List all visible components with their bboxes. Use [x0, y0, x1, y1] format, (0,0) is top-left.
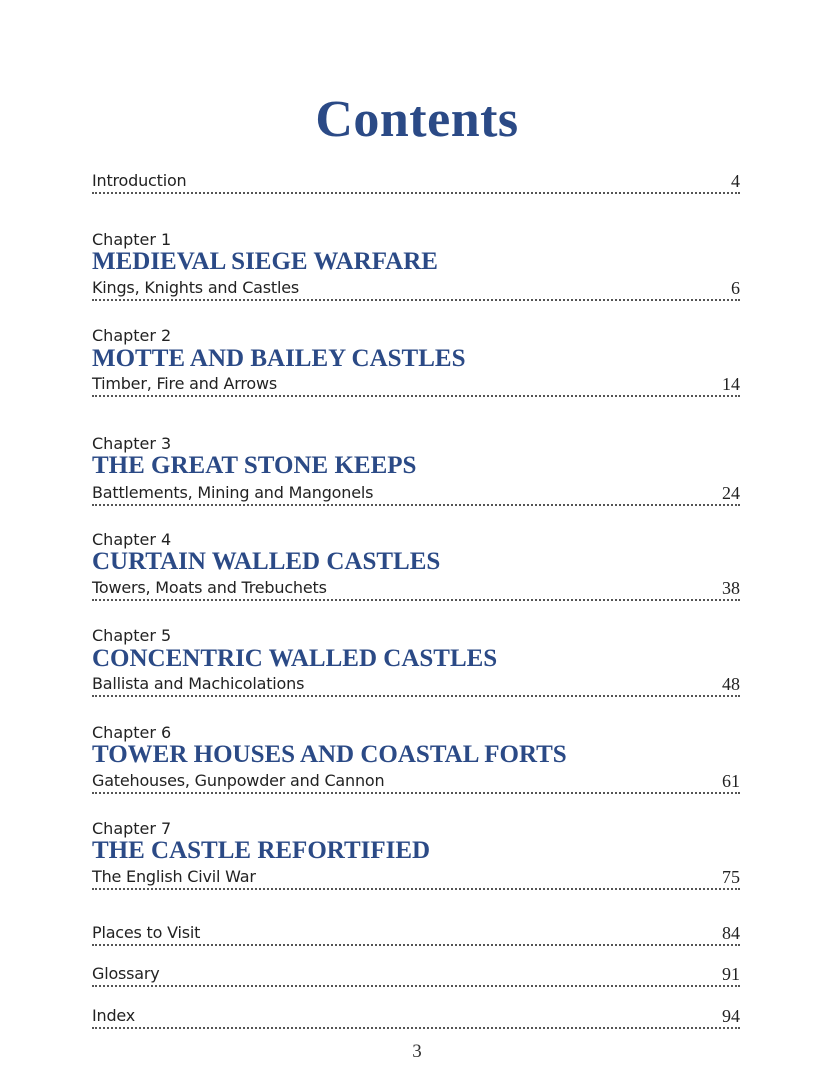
toc-entry-chapter-3[interactable]: [92, 484, 740, 506]
chapter-title[interactable]: THE GREAT STONE KEEPS: [92, 452, 417, 479]
chapter-subtitle: Battlements, Mining and Mangonels: [92, 483, 374, 502]
chapter-subtitle: Gatehouses, Gunpowder and Cannon: [92, 771, 385, 790]
chapter-subtitle: Ballista and Machicolations: [92, 674, 305, 693]
toc-entry-chapter-6[interactable]: [92, 772, 740, 794]
entry-page-number: 6: [731, 278, 740, 298]
entry-page-number: 24: [722, 483, 740, 503]
chapter-title[interactable]: MOTTE AND BAILEY CASTLES: [92, 345, 466, 372]
toc-entry-places-to-visit[interactable]: [92, 924, 740, 946]
toc-entry-glossary[interactable]: [92, 965, 740, 987]
chapter-number: Chapter 7: [92, 819, 172, 838]
toc-entry-chapter-5[interactable]: [92, 675, 740, 697]
toc-entry-introduction[interactable]: [92, 172, 740, 194]
entry-label: Glossary: [92, 964, 160, 983]
toc-entry-chapter-1[interactable]: [92, 279, 740, 301]
entry-page-number: 75: [722, 867, 740, 887]
chapter-number: Chapter 6: [92, 723, 172, 742]
chapter-number: Chapter 1: [92, 230, 172, 249]
chapter-subtitle: Towers, Moats and Trebuchets: [92, 578, 327, 597]
chapter-title[interactable]: THE CASTLE REFORTIFIED: [92, 837, 431, 864]
toc-entry-chapter-4[interactable]: [92, 579, 740, 601]
page-title: Contents: [315, 91, 519, 148]
page-number-footer: 3: [412, 1041, 422, 1062]
chapter-subtitle: Kings, Knights and Castles: [92, 278, 300, 297]
entry-page-number: 84: [722, 923, 740, 943]
chapter-title[interactable]: CONCENTRIC WALLED CASTLES: [92, 645, 498, 672]
chapter-number: Chapter 4: [92, 530, 172, 549]
chapter-number: Chapter 5: [92, 626, 172, 645]
entry-page-number: 91: [722, 964, 740, 984]
entry-page-number: 38: [722, 578, 740, 598]
entry-label: Places to Visit: [92, 923, 201, 942]
toc-entry-chapter-7[interactable]: [92, 868, 740, 890]
toc-entry-index[interactable]: [92, 1007, 740, 1029]
entry-page-number: 94: [722, 1006, 740, 1026]
entry-page-number: 48: [722, 674, 740, 694]
toc-entry-chapter-2[interactable]: [92, 375, 740, 397]
chapter-title[interactable]: CURTAIN WALLED CASTLES: [92, 548, 441, 575]
entry-page-number: 4: [731, 171, 740, 191]
chapter-title[interactable]: TOWER HOUSES AND COASTAL FORTS: [92, 741, 567, 768]
chapter-title[interactable]: MEDIEVAL SIEGE WARFARE: [92, 248, 438, 275]
entry-label: Introduction: [92, 171, 187, 190]
entry-page-number: 14: [722, 374, 740, 394]
chapter-subtitle: The English Civil War: [92, 867, 256, 886]
entry-page-number: 61: [722, 771, 740, 791]
chapter-subtitle: Timber, Fire and Arrows: [92, 374, 277, 393]
chapter-number: Chapter 3: [92, 434, 172, 453]
entry-label: Index: [92, 1006, 136, 1025]
chapter-number: Chapter 2: [92, 326, 172, 345]
